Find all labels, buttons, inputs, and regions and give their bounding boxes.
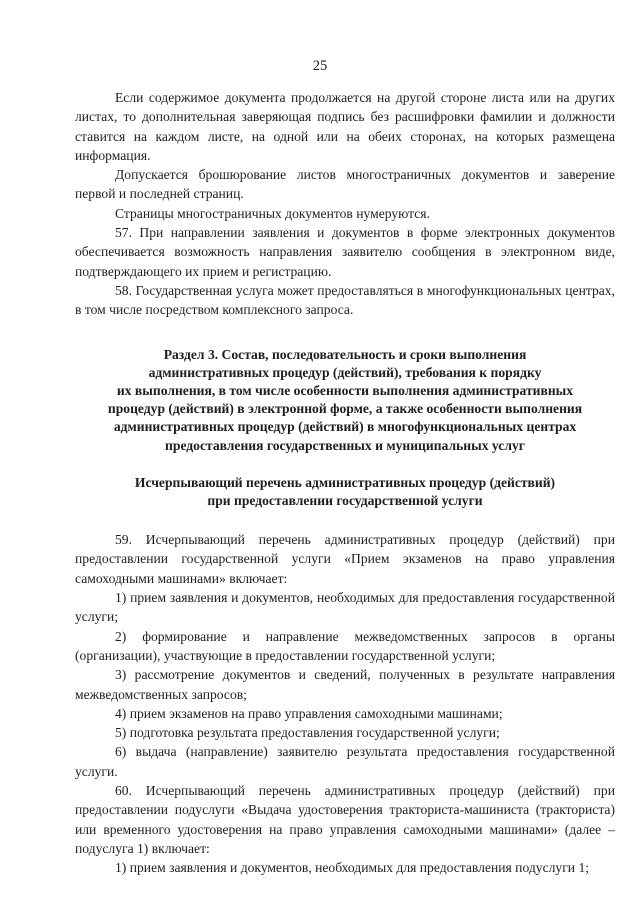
subsection-title-line: Исчерпывающий перечень административных процедур (действий) (134, 474, 556, 490)
paragraph: Страницы многостраничных документов нумеруются. (115, 205, 430, 221)
paragraph-59: 59. Исчерпывающий перечень административных процедур (действий) при предоставлении государственной услуги «Прием экзаменов на право управления самоходными машинами» включает: (75, 532, 615, 586)
list-item: 4) прием экзаменов на право управления самоходными машинами; (115, 705, 503, 721)
section-title-line: предоставления государственных и муниципальных услуг (165, 437, 525, 453)
list-item: 1) прием заявления и документов, необходимых для предоставления государственной услуги; (75, 590, 615, 625)
section-title-line: их выполнения, в том числе особенности выполнения административных (116, 382, 574, 398)
section-title (75, 346, 615, 455)
subsection-title (75, 474, 615, 510)
paragraph-58: 58. Государственная услуга может предоставляться в многофункциональных центрах, в том числе посредством комплексного запроса. (75, 282, 615, 318)
document-body (75, 88, 615, 878)
paragraph-57: 57. При направлении заявления и документов в форме электронных документов обеспечивается возможность направления заявителю сообщения в электронном виде, подтверждающего их прием и регистрацию. (75, 225, 615, 279)
page-number: 25 (312, 58, 328, 74)
list-item: 3) рассмотрение документов и сведений, полученных в результате направления межведомственных запросов; (75, 667, 615, 702)
paragraph: Допускается брошюрование листов многостраничных документов и заверение первой и последней страниц. (75, 167, 615, 202)
section-title-line: Раздел 3. Состав, последовательность и сроки выполнения (163, 346, 527, 362)
list-item: 1) прием заявления и документов, необходимых для предоставления подуслуги 1; (115, 860, 590, 876)
paragraph: Если содержимое документа продолжается на другой стороне листа или на других листах, то дополнительная заверяющая подпись без расшифровки фамилии и должности ставится на каждом листе, на одной или на обеих сторонах, на которых размещена информация. (75, 90, 615, 163)
section-title-line: административных процедур (действий), требования к порядку (148, 364, 542, 380)
list-item: 6) выдача (направление) заявителю результата предоставления государственной услуги. (75, 744, 615, 779)
subsection-title-line: при предоставлении государственной услуги (207, 492, 483, 508)
paragraph-60: 60. Исчерпывающий перечень административных процедур (действий) при предоставлении подуслуги «Выдача удостоверения тракториста-машиниста (тракториста) или временного удостоверения на право управления самоходными машинами» (далее – подуслуга 1) включает: (75, 783, 615, 856)
section-title-line: процедур (действий) в электронной форме, а также особенности выполнения (107, 401, 583, 417)
spacer (75, 510, 615, 530)
list-item: 2) формирование и направление межведомственных запросов в органы (организации), участвующие в предоставлении государственной услуги; (75, 628, 615, 663)
section-title-line: административных процедур (действий) в многофункциональных центрах (113, 419, 577, 435)
list-item: 5) подготовка результата предоставления государственной услуги; (115, 725, 500, 741)
